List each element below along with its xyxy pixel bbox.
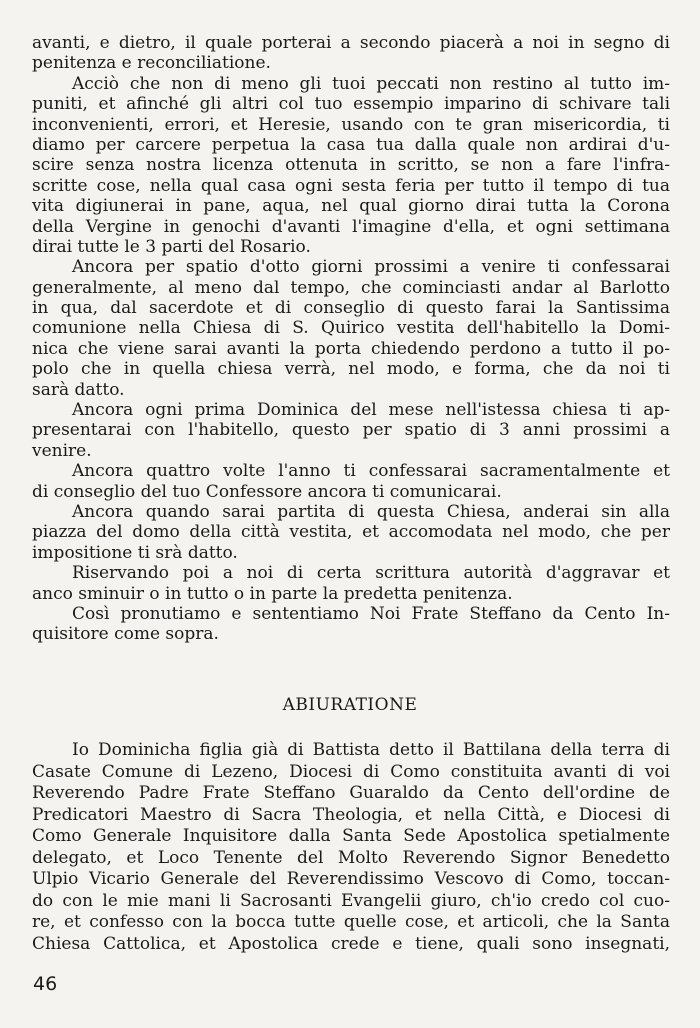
- text-line: generalmente, al meno dal tempo, che cominciasti andar al Barlotto: [32, 277, 670, 298]
- paragraph: [32, 502, 670, 563]
- text-line: polo che in quella chiesa verrà, nel modo, e forma, che da noi ti: [32, 359, 670, 380]
- text-line: dirai tutte le 3 parti del Rosario.: [32, 236, 311, 257]
- text-line: Chiesa Cattolica, et Apostolica crede e tiene, quali sono insegnati,: [32, 933, 670, 954]
- text-line: penitenza e reconciliatione.: [32, 53, 271, 74]
- body-text: [32, 33, 670, 645]
- text-line: Acciò che non di meno gli tuoi peccati non restino al tutto im-: [72, 73, 670, 94]
- paragraph: [32, 563, 670, 604]
- text-line: Predicatori Maestro di Sacra Theologia, et nella Città, e Diocesi di: [32, 804, 670, 825]
- paragraph: [32, 33, 670, 74]
- abjuration-text: [32, 740, 670, 955]
- text-line: scire senza nostra licenza ottenuta in scritto, se non a fare l'infra-: [32, 155, 670, 176]
- text-line: re, et confesso con la bocca tutte quelle cose, et articoli, che la Santa: [32, 912, 670, 932]
- text-line: Ulpio Vicario Generale del Reverendissimo Vescovo di Como, toccan-: [32, 869, 670, 889]
- text-line: Riservando poi a noi di certa scrittura autorità d'aggravar et: [72, 563, 670, 584]
- text-line: Io Dominicha figlia già di Battista detto il Battilana della terra di: [72, 740, 670, 760]
- text-line: avanti, e dietro, il quale porterai a secondo piacerà a noi in segno di: [32, 33, 670, 53]
- text-line: quisitore come sopra.: [32, 624, 219, 645]
- paragraph: [32, 461, 670, 502]
- paragraph: [32, 400, 670, 461]
- text-line: inconvenienti, errori, et Heresie, usando con te gran misericordia, ti: [32, 114, 670, 135]
- text-line: impositione ti srà datto.: [32, 542, 238, 563]
- text-line: Ancora quando sarai partita di questa Chiesa, anderai sin alla: [72, 501, 670, 522]
- text-line: do con le mie mani li Sacrosanti Evangelii giuro, ch'io credo col cuo-: [32, 890, 670, 911]
- text-line: anco sminuir o in tutto o in parte la predetta penitenza.: [32, 583, 513, 604]
- text-line: presentarai con l'habitello, questo per spatio di 3 anni prossimi a: [32, 420, 670, 441]
- text-line: puniti, et afinché gli altri col tuo essempio imparino di schivare tali: [32, 94, 670, 115]
- text-line: Como Generale Inquisitore dalla Santa Sede Apostolica spetialmente: [32, 826, 670, 846]
- text-line: scritte cose, nella qual casa ogni sesta feria per tutto il tempo di tua: [32, 175, 670, 196]
- section-heading: ABIURATIONE: [282, 695, 418, 715]
- text-line: in qua, dal sacerdote et di conseglio di questo farai la Santissima: [32, 298, 670, 319]
- text-line: piazza del domo della città vestita, et accomodata nel modo, che per: [32, 522, 670, 543]
- text-line: Ancora ogni prima Dominica del mese nell'istessa chiesa ti ap-: [72, 400, 670, 421]
- text-line: di conseglio del tuo Confessore ancora ti comunicarai.: [32, 481, 502, 502]
- text-line: Così pronutiamo e sententiamo Noi Frate Steffano da Cento In-: [72, 603, 670, 624]
- text-line: Ancora per spatio d'otto giorni prossimi a venire ti confessarai: [72, 257, 670, 278]
- text-line: comunione nella Chiesa di S. Quirico vestita dell'habitello la Domi-: [32, 318, 670, 339]
- text-line: nica che viene sarai avanti la porta chiedendo perdono a tutto il po-: [32, 338, 670, 359]
- text-line: Ancora quattro volte l'anno ti confessarai sacramentalmente et: [72, 461, 670, 482]
- text-line: diamo per carcere perpetua la casa tua dalla quale non ardirai d'u-: [32, 134, 670, 155]
- text-line: delegato, et Loco Tenente del Molto Reverendo Signor Benedetto: [32, 847, 670, 868]
- page-number: 46: [33, 973, 58, 995]
- text-line: vita digiunerai in pane, aqua, nel qual giorno dirai tutta la Corona: [32, 196, 670, 217]
- paragraph: [32, 604, 670, 645]
- text-line: sarà datto.: [32, 379, 125, 400]
- paragraph: [32, 257, 670, 400]
- text-line: Casate Comune di Lezeno, Diocesi di Como constituita avanti di voi: [32, 761, 670, 782]
- text-line: venire.: [32, 440, 92, 461]
- text-line: Reverendo Padre Frate Steffano Guaraldo da Cento dell'ordine de: [32, 783, 670, 803]
- text-line: della Vergine in genochi d'avanti l'imagine d'ella, et ogni settimana: [32, 216, 670, 237]
- paragraph: [32, 74, 670, 258]
